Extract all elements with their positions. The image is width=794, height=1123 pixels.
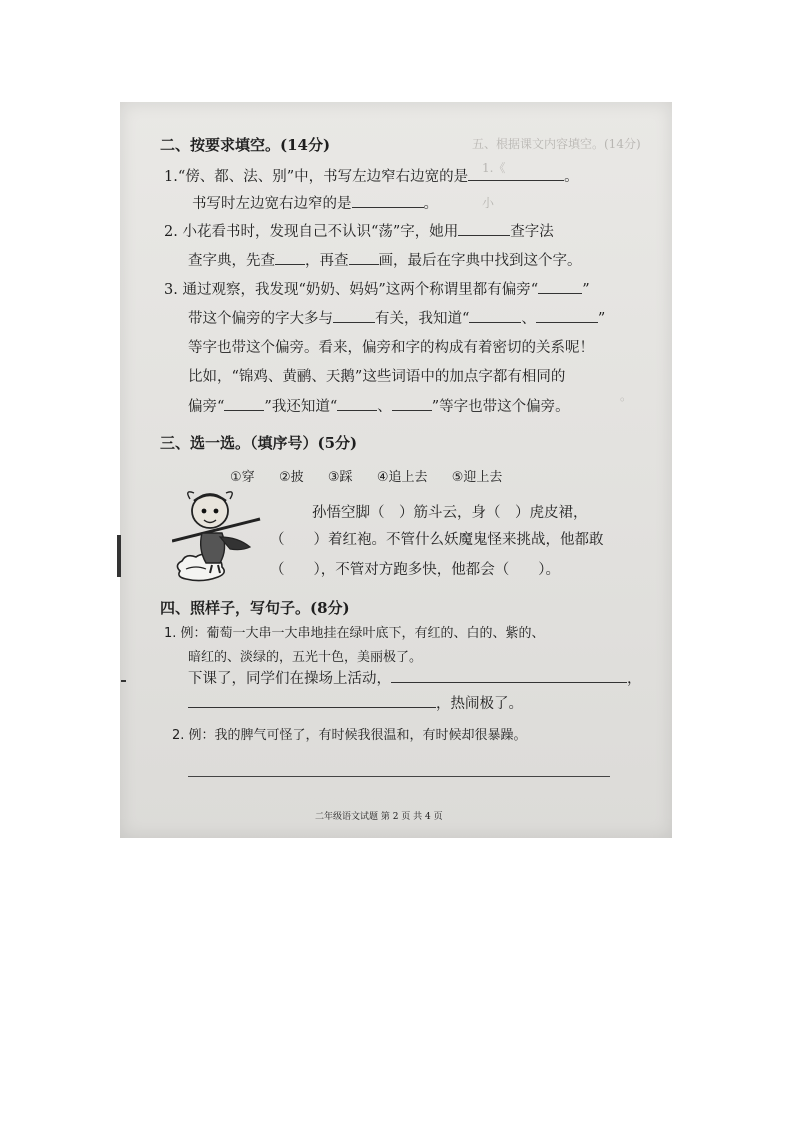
show-through-text: 1.《 xyxy=(482,161,506,175)
exercise-1-line-2: ，热闹极了。 xyxy=(188,697,523,712)
question-1-line-1: 1.“傍、都、法、别”中，书写左边窄右边宽的是 。 xyxy=(164,169,579,185)
answer-blank[interactable] xyxy=(538,292,582,294)
option-item: ②披 xyxy=(278,470,304,485)
edge-mark xyxy=(121,680,126,682)
answer-blank[interactable] xyxy=(391,681,627,683)
answer-blank[interactable] xyxy=(188,706,436,708)
example-2-line: 2. 例：我的脾气可怪了，有时候我很温和，有时候却很暴躁。 xyxy=(172,728,527,743)
answer-blank[interactable] xyxy=(468,179,564,181)
section-4-heading: 四、照样子，写句子。(8分) xyxy=(160,599,350,617)
question-1-line-2: 书写时左边宽右边窄的是 。 xyxy=(192,196,438,212)
choice-passage-line-3: （ ），不管对方跑多快，他都会（ ）。 xyxy=(270,562,560,578)
question-2-line-1: 2. 小花看书时，发现自己不认识“荡”字，她用 查字法 xyxy=(164,224,554,240)
show-through-text: 。 xyxy=(620,389,633,403)
answer-blank[interactable] xyxy=(275,263,305,265)
show-through-text: 小 xyxy=(482,196,495,210)
answer-blank[interactable] xyxy=(352,206,424,208)
show-through-text: 五、根据课文内容填空。(14分) xyxy=(472,137,641,151)
option-item: ①穿 xyxy=(230,470,255,485)
question-3-line-1: 3. 通过观察，我发现“奶奶、妈妈”这两个称谓里都有偏旁“ ” xyxy=(164,282,590,298)
choice-passage-line-2: （ ）着红袍。不管什么妖魔鬼怪来挑战，他都敢 xyxy=(270,532,604,548)
example-1-line-2: 暗红的、淡绿的，五光十色，美丽极了。 xyxy=(188,650,423,665)
answer-blank[interactable] xyxy=(458,234,510,236)
section-3-heading: 三、选一选。（填序号）(5分) xyxy=(160,434,358,452)
exam-page xyxy=(120,102,672,838)
answer-blank[interactable] xyxy=(392,409,432,411)
option-item: ⑤迎上去 xyxy=(451,470,503,485)
section-2-heading: 二、按要求填空。(14分) xyxy=(160,136,331,154)
monkey-king-illustration xyxy=(172,479,262,589)
answer-blank[interactable] xyxy=(333,321,375,323)
question-2-line-2: 查字典，先查 ，再查 画，最后在字典中找到这个字。 xyxy=(188,253,582,269)
answer-blank[interactable] xyxy=(536,321,598,323)
question-3-line-5: 偏旁“ ”我还知道“ 、 ”等字也带这个偏旁。 xyxy=(188,399,570,415)
question-3-line-4: 比如，“锦鸡、黄鹂、天鹅”这些词语中的加点字都有相同的 xyxy=(188,369,566,385)
answer-blank[interactable] xyxy=(349,263,379,265)
question-3-line-3: 等字也带这个偏旁。看来，偏旁和字的构成有着密切的关系呢！ xyxy=(188,340,594,356)
option-item: ④追上去 xyxy=(376,470,428,485)
page-footer: 二年级语文试题 第 2 页 共 4 页 xyxy=(315,812,443,822)
answer-blank[interactable] xyxy=(337,409,377,411)
choice-passage-line-1: 孙悟空脚（ ）筋斗云，身（ ）虎皮裙， xyxy=(312,505,588,521)
exercise-1-line-1: 下课了，同学们在操场上活动， ， xyxy=(188,671,642,687)
edge-mark xyxy=(117,535,121,577)
question-3-line-2: 带这个偏旁的字大多与 有关，我知道“ 、 ” xyxy=(188,311,606,327)
option-list xyxy=(230,471,502,484)
example-1-line-1: 1. 例：葡萄一大串一大串地挂在绿叶底下，有红的、白的、紫的、 xyxy=(164,626,545,641)
question-1-text: 1.“傍、都、法、别”中，书写左边窄右边宽的是 xyxy=(164,169,469,185)
answer-blank[interactable] xyxy=(224,409,264,411)
answer-blank[interactable] xyxy=(469,321,521,323)
answer-line[interactable] xyxy=(188,776,610,777)
option-item: ③踩 xyxy=(327,470,353,485)
